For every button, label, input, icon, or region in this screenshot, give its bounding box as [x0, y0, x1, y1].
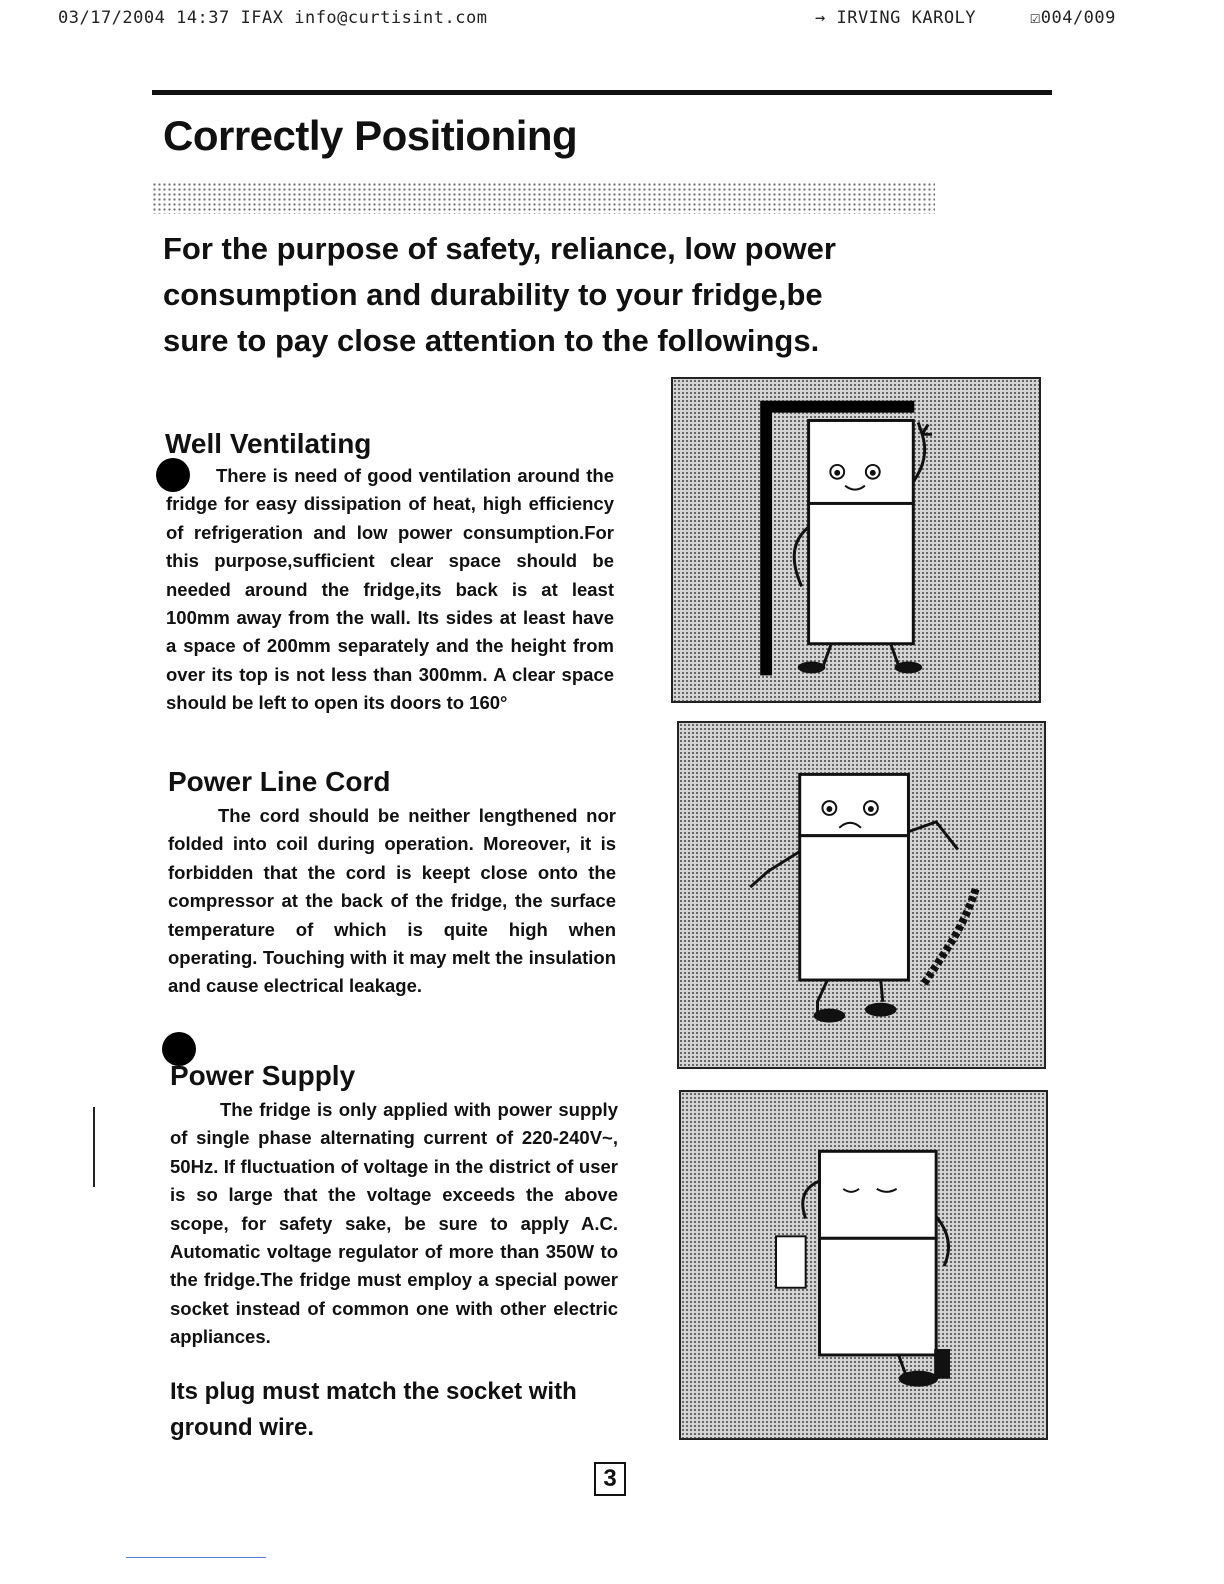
fax-header-left — [58, 8, 487, 28]
illustration-ventilation — [671, 377, 1041, 703]
fax-datetime: 03/17/2004 14:37 — [58, 8, 230, 28]
section-body-power-supply: The fridge is only applied with power supply of single phase alternating current of 220-240V~, 50Hz. If fluctuation of voltage in the district of user is so large that the voltage exceeds the above scope, for safety sake, be sure to apply A.C. Automatic voltage regulator of more than 350W to the fridge.The fridge must employ a special power socket instead of common one with other electric appliances. — [170, 1099, 618, 1348]
fax-service: IFAX — [240, 8, 284, 28]
page-title: Correctly Positioning — [163, 112, 578, 159]
section-body-ventilating: There is need of good ventilation around the fridge for easy dissipation of heat, high efficiency of refrigeration and low power consumption.For this purpose,sufficient clear space should be needed around the fridge,its back is at least 100mm away from the wall. Its sides at least have a space of 200mm separately and the height from over its top is not less than 300mm. A clear space should be left to open its doors to 160° — [166, 465, 614, 714]
intro-paragraph: For the purpose of safety, reliance, low power consumption and durability to your fridge,be sure to pay close attention to the followings. — [163, 231, 836, 358]
section-heading-power-cord: Power Line Cord — [168, 766, 391, 797]
dotted-divider — [152, 182, 935, 214]
footer-rule — [126, 1557, 266, 1558]
fax-page-count: ☑004/009 — [1030, 8, 1116, 28]
section-heading-ventilating: Well Ventilating — [165, 428, 372, 459]
page-number: 3 — [594, 1462, 626, 1496]
margin-mark — [93, 1107, 95, 1187]
closing-note: Its plug must match the socket with ground wire. — [170, 1378, 577, 1441]
section-body-power-cord: The cord should be neither lengthened nor folded into coil during operation. Moreover, it is forbidden that the cord is keept close onto the compressor at the back of the fridge, the surface temperature of which is quite high when operating. Touching with it may melt the insulation and cause electrical leakage. — [168, 805, 616, 997]
illustration-power-supply — [679, 1090, 1048, 1440]
illustration-power-cord — [677, 721, 1046, 1069]
fax-sender: info@curtisint.com — [294, 8, 488, 28]
fax-recipient: → IRVING KAROLY — [815, 8, 977, 28]
top-rule — [152, 90, 1052, 95]
section-heading-power-supply: Power Supply — [170, 1060, 356, 1091]
